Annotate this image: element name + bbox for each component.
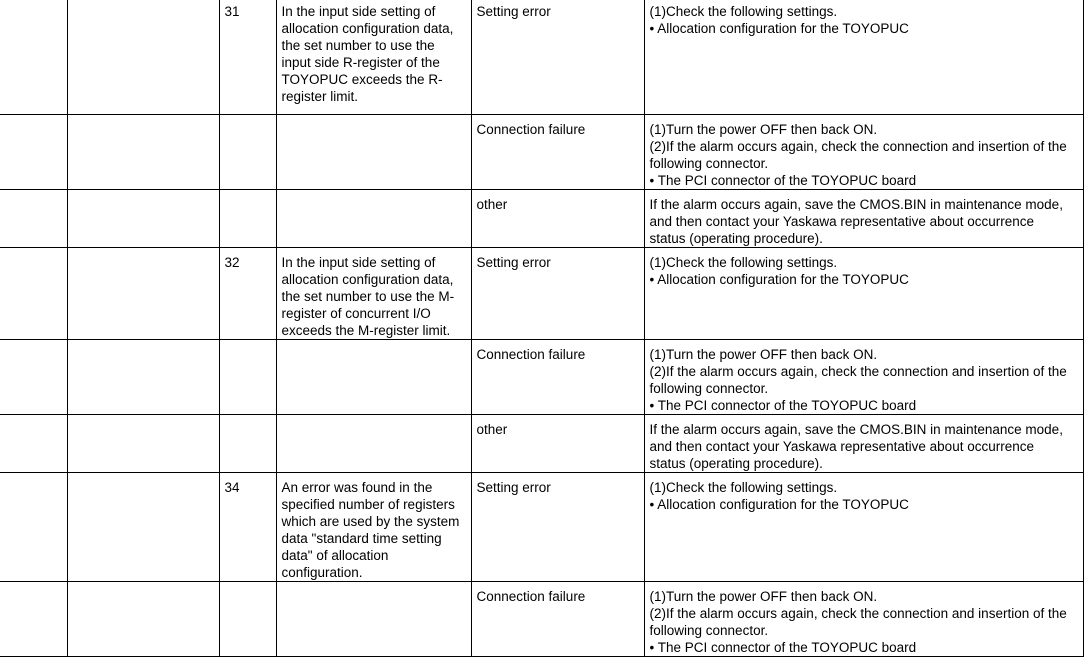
- table-row: [0, 114, 1083, 189]
- meaning-line: the set number to use the M-: [281, 288, 455, 304]
- remedy-line: • Allocation configuration for the TOYOPUC: [649, 21, 909, 36]
- cause-cell: Setting error: [471, 0, 644, 114]
- remedy-line: If the alarm occurs again, save the CMOS.BIN in maintenance mode,: [649, 196, 1063, 212]
- meaning-line: which are used by the system: [281, 513, 460, 529]
- meaning-cell: [276, 581, 471, 656]
- meaning-line: TOYOPUC exceeds the R-: [281, 72, 443, 87]
- alarm-name-cell: [67, 581, 219, 656]
- table-row: [0, 581, 1083, 656]
- cause-cell: Connection failure: [471, 339, 644, 414]
- remedy-line: • The PCI connector of the TOYOPUC board: [649, 397, 917, 413]
- remedy-line: status (operating procedure).: [649, 230, 823, 246]
- cause-cell: Connection failure: [471, 114, 644, 189]
- remedy-line: following connector.: [649, 155, 769, 171]
- meaning-cell: [276, 247, 471, 339]
- alarm-number-cell: [0, 581, 67, 656]
- meaning-line: In the input side setting of: [281, 254, 436, 270]
- remedy-line: • The PCI connector of the TOYOPUC board: [649, 172, 917, 188]
- meaning-line: the set number to use the: [281, 38, 435, 53]
- meaning-cell: [276, 339, 471, 414]
- meaning-cell: [276, 114, 471, 189]
- remedy-line: (1)Check the following settings.: [649, 4, 838, 19]
- table-row: [0, 247, 1083, 339]
- table-row: [0, 189, 1083, 247]
- cause-cell: Setting error: [471, 472, 644, 581]
- remedy-cell: [644, 189, 1083, 247]
- meaning-line: register of concurrent I/O: [281, 305, 431, 321]
- sub-code-cell: 32: [219, 247, 276, 339]
- meaning-line: An error was found in the: [281, 479, 433, 495]
- remedy-line: (1)Turn the power OFF then back ON.: [649, 588, 878, 604]
- remedy-line: (1)Turn the power OFF then back ON.: [649, 121, 878, 137]
- remedy-line: status (operating procedure).: [649, 455, 823, 471]
- sub-code-cell: 31: [219, 0, 276, 114]
- meaning-cell: [276, 189, 471, 247]
- remedy-line: • Allocation configuration for the TOYOPUC: [649, 271, 909, 287]
- sub-code-cell: [219, 189, 276, 247]
- cause-cell: other: [471, 189, 644, 247]
- alarm-name-cell: [67, 0, 219, 114]
- meaning-line: input side R-register of the: [281, 55, 440, 70]
- remedy-cell: [644, 581, 1083, 656]
- sub-code-cell: 34: [219, 472, 276, 581]
- meaning-cell: [276, 414, 471, 472]
- alarm-name-cell: [67, 189, 219, 247]
- remedy-line: following connector.: [649, 380, 769, 396]
- meaning-cell: [276, 472, 471, 581]
- sub-code-cell: [219, 414, 276, 472]
- meaning-line: specified number of registers: [281, 496, 455, 512]
- remedy-cell: [644, 472, 1083, 581]
- meaning-line: allocation configuration data,: [281, 21, 454, 36]
- remedy-line: following connector.: [649, 622, 769, 638]
- remedy-cell: [644, 0, 1083, 114]
- alarm-name-cell: [67, 414, 219, 472]
- table-row: [0, 339, 1083, 414]
- remedy-line: and then contact your Yaskawa representative about occurrence: [649, 438, 1034, 454]
- meaning-line: allocation configuration data,: [281, 271, 454, 287]
- remedy-line: and then contact your Yaskawa representative about occurrence: [649, 213, 1034, 229]
- alarm-number-cell: [0, 189, 67, 247]
- remedy-line: (2)If the alarm occurs again, check the connection and insertion of the: [649, 138, 1067, 154]
- meaning-line: In the input side setting of: [281, 4, 436, 19]
- meaning-line: data "standard time setting: [281, 530, 442, 546]
- remedy-cell: [644, 414, 1083, 472]
- alarm-name-cell: [67, 339, 219, 414]
- alarm-name-cell: [67, 114, 219, 189]
- remedy-line: • Allocation configuration for the TOYOPUC: [649, 496, 909, 512]
- sub-code-cell: [219, 114, 276, 189]
- alarm-number-cell: [0, 0, 67, 114]
- alarm-name-cell: [67, 247, 219, 339]
- alarm-number-cell: [0, 472, 67, 581]
- remedy-cell: [644, 247, 1083, 339]
- alarm-number-cell: [0, 114, 67, 189]
- remedy-line: If the alarm occurs again, save the CMOS.BIN in maintenance mode,: [649, 421, 1063, 437]
- table-row: [0, 472, 1083, 581]
- remedy-line: (2)If the alarm occurs again, check the connection and insertion of the: [649, 363, 1067, 379]
- meaning-cell: [276, 0, 471, 114]
- remedy-line: (2)If the alarm occurs again, check the connection and insertion of the: [649, 605, 1067, 621]
- cause-cell: other: [471, 414, 644, 472]
- alarm-number-cell: [0, 247, 67, 339]
- meaning-line: exceeds the M-register limit.: [281, 322, 451, 338]
- meaning-line: configuration.: [281, 564, 363, 580]
- sub-code-cell: [219, 581, 276, 656]
- table-row: [0, 414, 1083, 472]
- alarm-number-cell: [0, 339, 67, 414]
- remedy-cell: [644, 114, 1083, 189]
- sub-code-cell: [219, 339, 276, 414]
- remedy-line: (1)Check the following settings.: [649, 254, 838, 270]
- cause-cell: Setting error: [471, 247, 644, 339]
- meaning-line: register limit.: [281, 89, 359, 104]
- table-row: [0, 0, 1083, 114]
- cause-cell: Connection failure: [471, 581, 644, 656]
- remedy-line: • The PCI connector of the TOYOPUC board: [649, 639, 917, 655]
- remedy-cell: [644, 339, 1083, 414]
- remedy-line: (1)Check the following settings.: [649, 479, 838, 495]
- alarm-name-cell: [67, 472, 219, 581]
- meaning-line: data" of allocation: [281, 547, 389, 563]
- alarm-number-cell: [0, 414, 67, 472]
- remedy-line: (1)Turn the power OFF then back ON.: [649, 346, 878, 362]
